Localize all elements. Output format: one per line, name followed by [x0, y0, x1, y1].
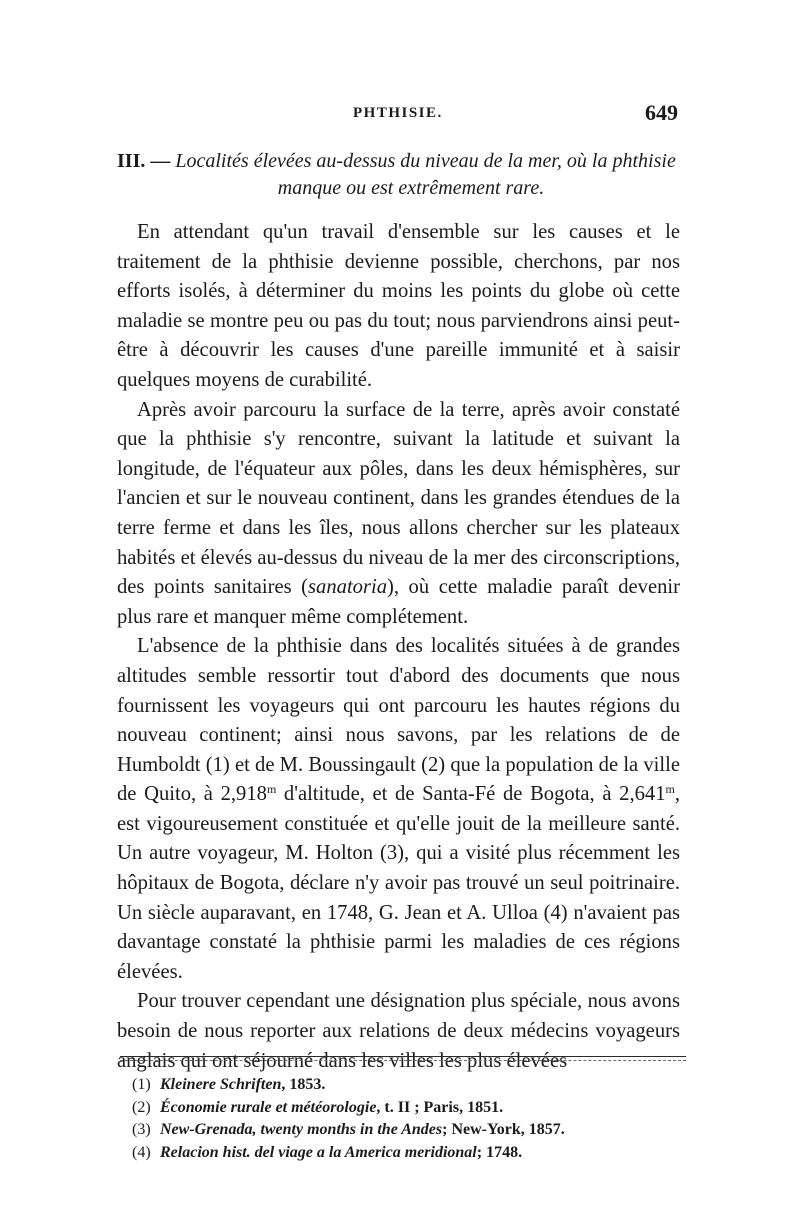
footnote: [132, 1142, 692, 1165]
page-number: 649: [645, 100, 678, 125]
paragraph-3: [117, 632, 680, 987]
body-text: [117, 218, 680, 1076]
footnote-number: (1): [132, 1076, 151, 1093]
footnote-number: (2): [132, 1098, 151, 1116]
running-title: PHTHISIE.: [353, 105, 443, 121]
section-title-part-2: manque ou est extrêmement rare.: [277, 177, 545, 199]
footnote-number: (4): [132, 1143, 151, 1161]
section-heading-line-1: [117, 148, 687, 175]
section-title-part-1: Localités élevées au-dessus du niveau de la mer, où la phthisie: [175, 150, 676, 172]
paragraph-2: [117, 396, 680, 633]
footnote-title: New-Grenada, twenty months in the Andes: [160, 1121, 443, 1138]
footnote: [132, 1097, 692, 1120]
section-heading: [117, 148, 687, 202]
paragraph-2-text-b: ), où cette maladie paraît devenir plus rare et manquer même complétement.: [117, 576, 680, 628]
footnote-number: (3): [132, 1121, 151, 1138]
footnote-rule: [120, 1056, 686, 1057]
footnote-detail: , 1853.: [281, 1076, 326, 1093]
footnote-rule-secondary: [120, 1060, 686, 1061]
paragraph-3-text-a: L'absence de la phthisie dans des localités situées à de grandes altitudes semble ressortir tout d'abord des documents que nous fournissent les voyageurs qui ont parcouru les hautes régions du nouveau continent; ainsi nous savons, par les relations de de Humboldt (1) et de M. Boussingault (2) que la population de la ville de Quito, à 2,918: [117, 635, 680, 806]
footnote-detail: ; 1748.: [476, 1143, 523, 1161]
paragraph-3-sup-1: m: [266, 782, 277, 797]
paragraph-3-text-c: , est vigoureusement constituée et qu'elle jouit de la meilleure santé. Un autre voyageur, M. Holton (3), qui a visité plus récemment les hôpitaux de Bogota, déclare n'y avoir pas trouvé un seul poitrinaire. Un siècle auparavant, en 1748, G. Jean et A. Ulloa (4) n'avaient pas davantage constaté la phthisie parmi les maladies de ces régions élevées.: [117, 783, 680, 983]
paragraph-1: En attendant qu'un travail d'ensemble sur les causes et le traitement de la phthisie devienne possible, cherchons, par nos efforts isolés, à déterminer du moins les points du globe où cette maladie se montre peu ou pas du tout; nous parviendrons ainsi peut-être à découvrir les causes d'une pareille immunité et à saisir quelques moyens de curabilité.: [117, 221, 680, 391]
footnote-detail: , t. II ; Paris, 1851.: [376, 1098, 504, 1116]
footnote-title: Économie rurale et météorologie: [160, 1098, 377, 1116]
running-head: [117, 100, 680, 130]
paragraph-2-text-a: Après avoir parcouru la surface de la terre, après avoir constaté que la phthisie s'y rencontre, suivant la latitude et suivant la longitude, de l'équateur aux pôles, dans les deux hémisphères, sur l'ancien et sur le nouveau continent, dans les grandes étendues de la terre ferme et dans les îles, nous allons chercher sur les plateaux habités et élevés au-dessus du niveau de la mer des circonscriptions, des points sanitaires (: [117, 398, 680, 599]
section-number: III. —: [117, 150, 171, 172]
footnote: [132, 1074, 692, 1097]
footnote-title: Kleinere Schriften: [160, 1076, 282, 1093]
footnotes: [132, 1074, 692, 1164]
paragraph-4: Pour trouver cependant une désignation plus spéciale, nous avons besoin de nous reporter aux relations de deux médecins voyageurs anglais qui ont séjourné dans les villes les plus élevées: [117, 990, 680, 1072]
paragraph-3-sup-2: m: [665, 782, 675, 797]
footnote-detail: ; New-York, 1857.: [442, 1121, 565, 1138]
paragraph-2-italic: sanatoria: [308, 576, 388, 599]
footnote: [132, 1119, 692, 1142]
footnote-title: Relacion hist. del viage a la America meridional: [160, 1143, 477, 1161]
paragraph-3-text-b: d'altitude, et de Santa-Fé de Bogota, à 2,641: [276, 783, 666, 806]
